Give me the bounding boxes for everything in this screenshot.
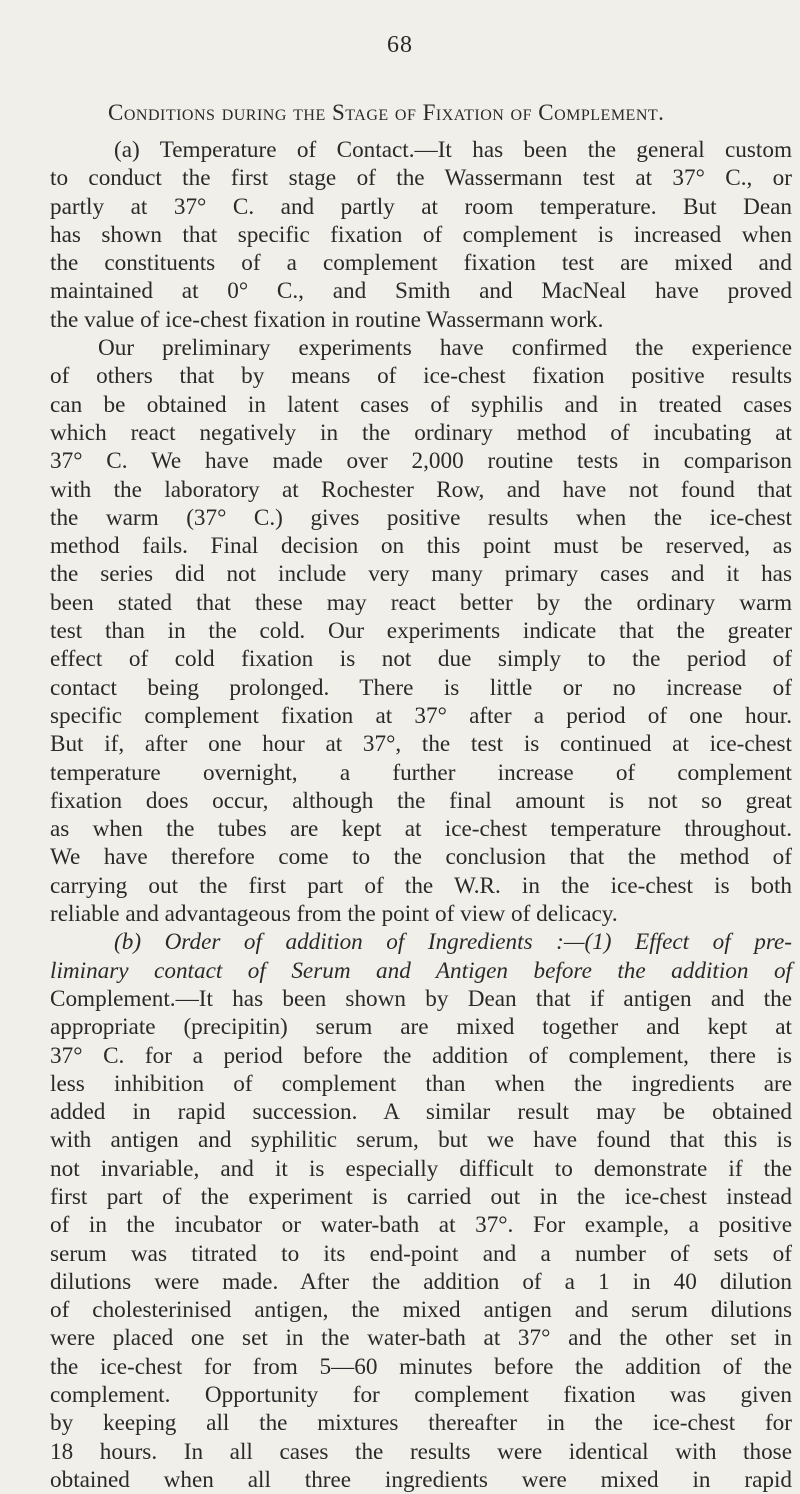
text-line: Complement.—It has been shown by Dean that if antigen and the <box>50 985 792 1012</box>
text-line: of cholesterinised antigen, the mixed antigen and serum dilutions <box>50 1297 792 1324</box>
text-line: with the laboratory at Rochester Row, and have not found that <box>50 476 792 503</box>
text-line: the warm (37° C.) gives positive results when the ice-chest <box>50 504 792 531</box>
text-line: has shown that specific fixation of complement is increased when <box>50 221 792 248</box>
text-line: temperature overnight, a further increase of complement <box>50 759 792 786</box>
text-line: the ice-chest for from 5—60 minutes before the addition of the <box>50 1353 792 1380</box>
text-line: (b) Order of addition of Ingredients :—(1) Effect of pre- <box>114 929 792 956</box>
text-line: with antigen and syphilitic serum, but we have found that this is <box>50 1127 792 1154</box>
text-line: 18 hours. In all cases the results were identical with those <box>50 1438 792 1465</box>
text-line: which react negatively in the ordinary method of incubating at <box>50 419 792 446</box>
text-line: the series did not include very many primary cases and it has <box>50 561 792 588</box>
text-line: We have therefore come to the conclusion that the method of <box>50 844 792 871</box>
text-line: maintained at 0° C., and Smith and MacNeal have proved <box>50 278 792 305</box>
text-line: can be obtained in latent cases of syphilis and in treated cases <box>50 391 792 418</box>
text-line: dilutions were made. After the addition of a 1 in 40 dilution <box>50 1268 792 1295</box>
text-line: method fails. Final decision on this point must be reserved, as <box>50 533 792 560</box>
text-line: fixation does occur, although the final amount is not so great <box>50 787 792 814</box>
text-line: obtained when all three ingredients were mixed in rapid <box>50 1466 792 1493</box>
text-line: complement. Opportunity for complement fixation was given <box>50 1382 792 1409</box>
text-line: Our preliminary experiments have confirmed the experience <box>98 335 792 362</box>
section-heading: Conditions during the Stage of Fixation of Complement. <box>108 100 665 125</box>
text-line: not invariable, and it is especially difficult to demonstrate if the <box>50 1155 792 1182</box>
text-line: first part of the experiment is carried out in the ice-chest instead <box>50 1183 792 1210</box>
text-line: carrying out the first part of the W.R. in the ice-chest is both <box>50 872 792 899</box>
text-line: been stated that these may react better by the ordinary warm <box>50 589 792 616</box>
body-text <box>50 136 792 1494</box>
page-number: 68 <box>387 32 413 58</box>
text-line: 37° C. for a period before the addition of complement, there is <box>50 1042 792 1069</box>
text-line: of others that by means of ice-chest fixation positive results <box>50 363 792 390</box>
text-line: test than in the cold. Our experiments indicate that the greater <box>50 618 792 645</box>
text-line: appropriate (precipitin) serum are mixed together and kept at <box>50 1014 792 1041</box>
text-line: partly at 37° C. and partly at room temperature. But Dean <box>50 193 792 220</box>
text-line: liminary contact of Serum and Antigen before the addition of <box>50 957 792 984</box>
text-line: specific complement fixation at 37° after a period of one hour. <box>50 702 792 729</box>
text-line: But if, after one hour at 37°, the test is continued at ice-chest <box>50 731 792 758</box>
text-line: the constituents of a complement fixation test are mixed and <box>50 250 792 277</box>
text-line: of in the incubator or water-bath at 37°. For example, a positive <box>50 1212 792 1239</box>
text-line: effect of cold fixation is not due simply to the period of <box>50 646 792 673</box>
text-line: were placed one set in the water-bath at 37° and the other set in <box>50 1325 792 1352</box>
text-line: added in rapid succession. A similar result may be obtained <box>50 1099 792 1126</box>
text-line: contact being prolonged. There is little or no increase of <box>50 674 792 701</box>
text-line: as when the tubes are kept at ice-chest temperature throughout. <box>50 816 792 843</box>
text-line: the value of ice-chest fixation in routine Wassermann work. <box>50 306 604 333</box>
text-line: serum was titrated to its end-point and a number of sets of <box>50 1240 792 1267</box>
text-line: to conduct the first stage of the Wassermann test at 37° C., or <box>50 165 792 192</box>
text-line: less inhibition of complement than when the ingredients are <box>50 1070 792 1097</box>
text-line: by keeping all the mixtures thereafter in the ice-chest for <box>50 1410 792 1437</box>
text-line: (a) Temperature of Contact.—It has been the general custom <box>114 137 792 163</box>
text-line: 37° C. We have made over 2,000 routine tests in comparison <box>50 448 792 475</box>
text-line: reliable and advantageous from the point of view of delicacy. <box>50 901 618 928</box>
